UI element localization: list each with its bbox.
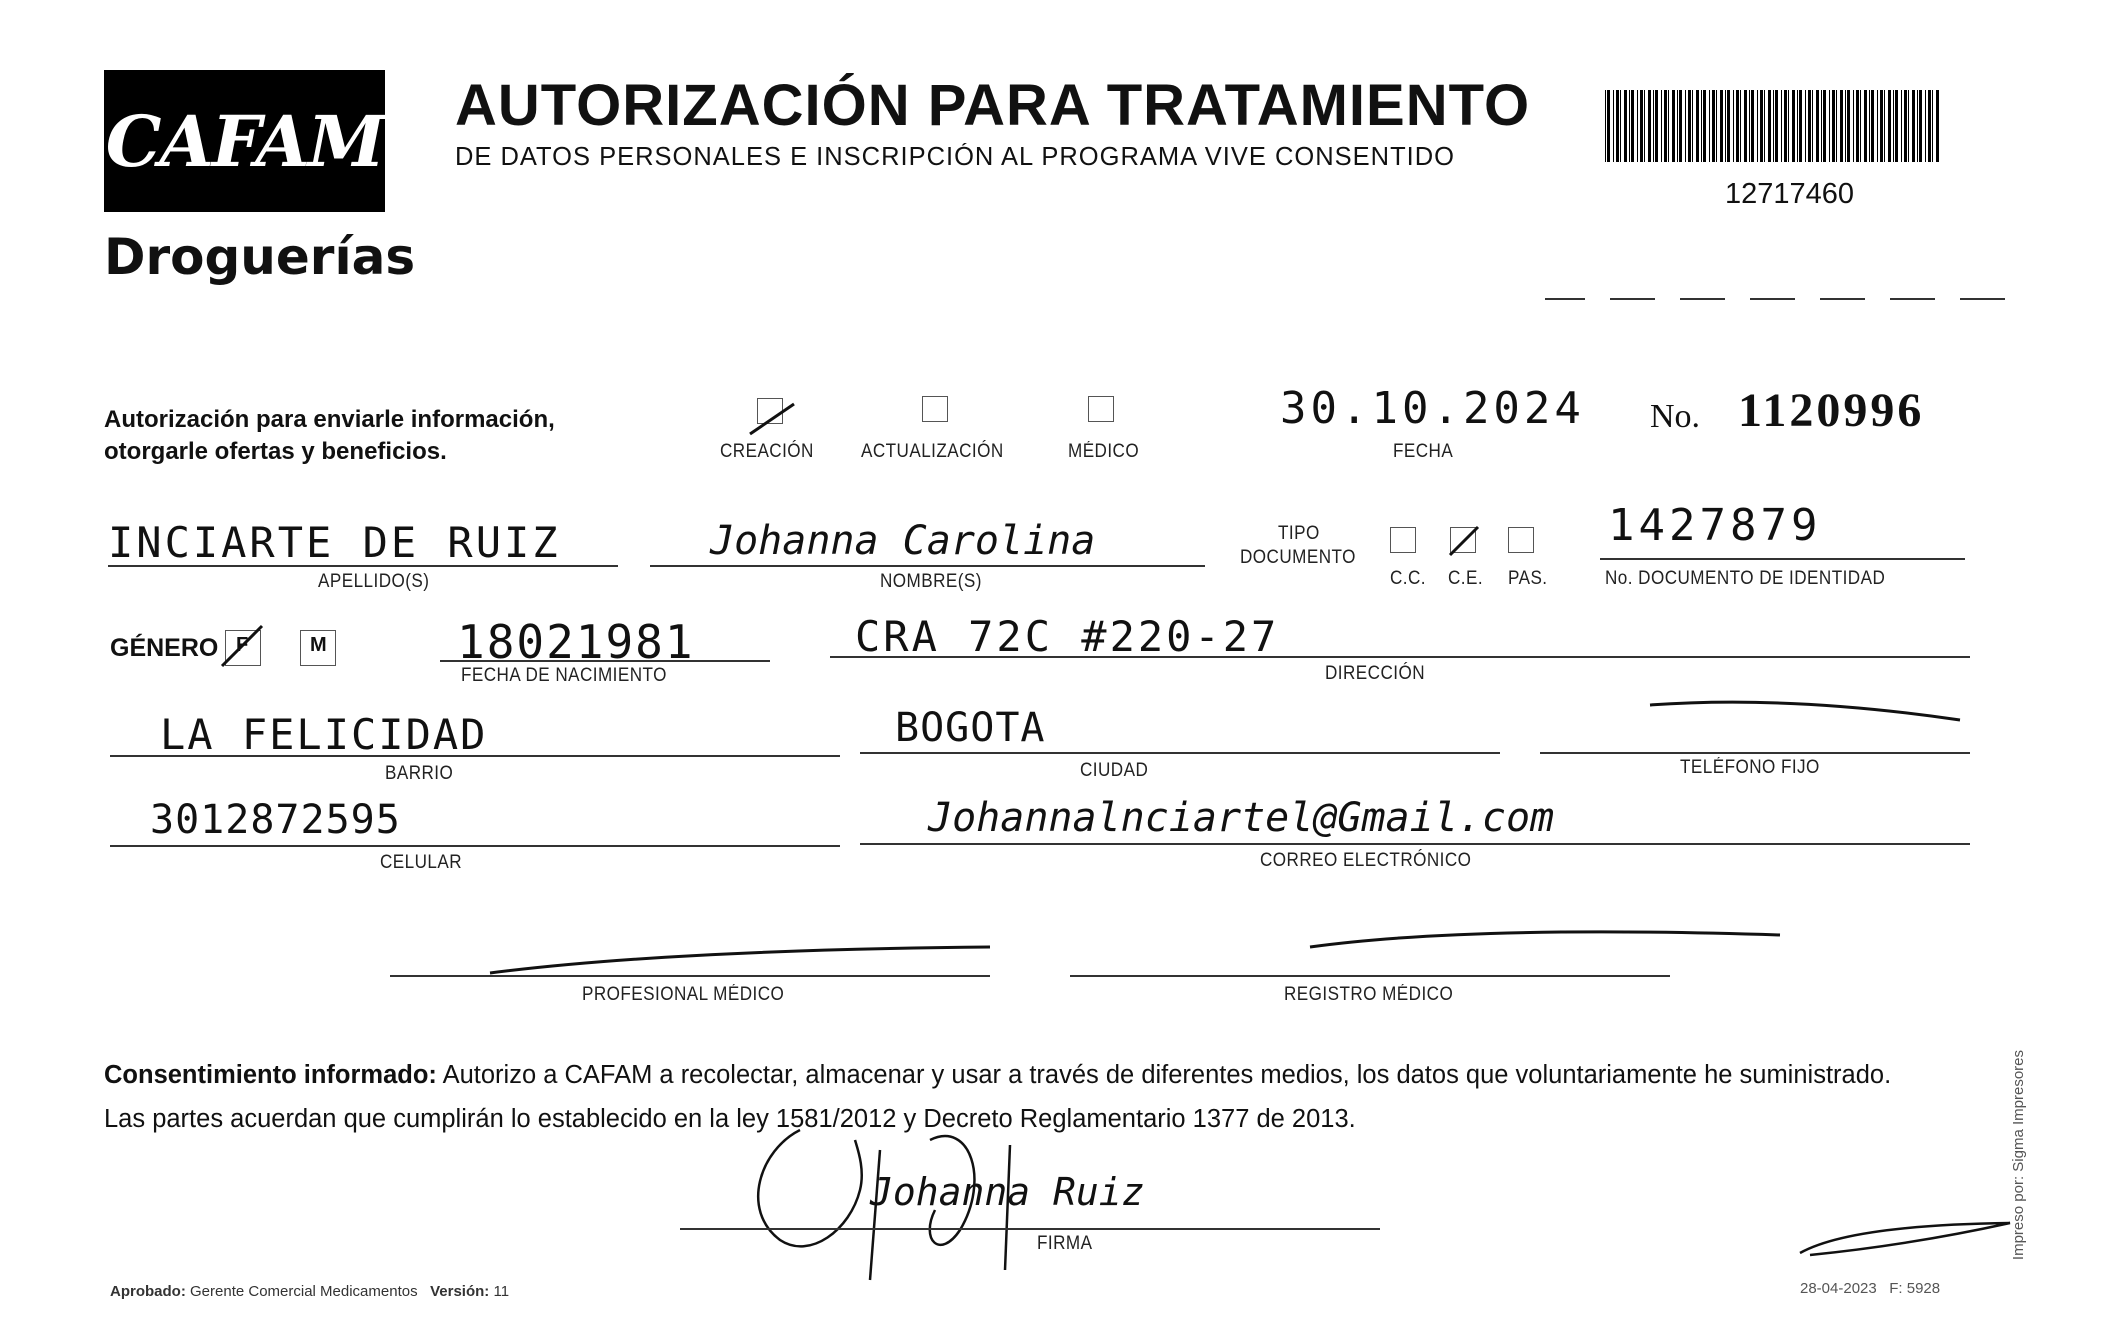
- names-label: NOMBRE(S): [880, 571, 982, 592]
- address-field[interactable]: CRA 72C #220-27: [855, 612, 1280, 661]
- field-line: [108, 565, 618, 567]
- field-line: [860, 752, 1500, 754]
- consent-text-1: Autorizo a CAFAM a recolectar, almacenar y usar a través de diferentes medios, los datos que voluntariamente he suministrado.: [436, 1061, 1892, 1089]
- checkbox-label-medico: MÉDICO: [1068, 441, 1140, 462]
- divider: [1750, 298, 1795, 300]
- printer-credit: Impreso por: Sigma Impresores: [2010, 1050, 2027, 1261]
- doc-type-option-label: C.E.: [1448, 568, 1484, 589]
- approved-value: Gerente Comercial Medicamentos: [190, 1283, 418, 1300]
- checkbox-medico[interactable]: [1088, 396, 1114, 422]
- surnames-field[interactable]: INCIARTE DE RUIZ: [108, 518, 561, 567]
- phone-label: TELÉFONO FIJO: [1680, 757, 1820, 778]
- version-label: Versión:: [430, 1283, 490, 1300]
- signature-label: FIRMA: [1037, 1233, 1093, 1254]
- registry-label: REGISTRO MÉDICO: [1284, 984, 1454, 1005]
- form-number: 1120996: [1738, 384, 1925, 437]
- doc-number-label: No. DOCUMENTO DE IDENTIDAD: [1605, 568, 1886, 589]
- city-label: CIUDAD: [1080, 760, 1149, 781]
- field-line: [1540, 752, 1970, 754]
- checkbox-label-creacion: CREACIÓN: [720, 441, 814, 462]
- check-mark-icon: [748, 398, 798, 438]
- divider: [1890, 298, 1935, 300]
- initials-mark: [1790, 1215, 2020, 1260]
- barcode: [1605, 90, 1940, 162]
- approved-label: Aprobado:: [110, 1283, 186, 1300]
- field-line: [1070, 975, 1670, 977]
- birth-date-label: FECHA DE NACIMIENTO: [461, 665, 667, 686]
- form-subtitle: DE DATOS PERSONALES E INSCRIPCIÓN AL PROGRAMA VIVE CONSENTIDO: [455, 143, 1455, 171]
- footer-approval: [110, 1283, 509, 1300]
- field-line: [650, 565, 1205, 567]
- number-label: No.: [1650, 398, 1701, 435]
- neighborhood-label: BARRIO: [385, 763, 454, 784]
- divider: [1610, 298, 1655, 300]
- strikethrough-mark: [470, 925, 1790, 980]
- strikethrough-mark: [1640, 695, 1970, 735]
- footer-codes: [1800, 1280, 1940, 1297]
- logo-text: CAFAM: [105, 99, 384, 183]
- doc-number-field[interactable]: 1427879: [1608, 500, 1822, 551]
- surnames-label: APELLIDO(S): [318, 571, 430, 592]
- form-title: AUTORIZACIÓN PARA TRATAMIENTO: [455, 73, 1531, 138]
- email-field[interactable]: Johannalnciartel@Gmail.com: [928, 795, 1555, 841]
- doctor-label: PROFESIONAL MÉDICO: [582, 984, 785, 1005]
- mobile-field[interactable]: 3012872595: [150, 797, 401, 843]
- subbrand: Droguerías: [104, 228, 416, 286]
- gender-option-label: M: [310, 634, 327, 656]
- divider: [1680, 298, 1725, 300]
- date-code: 28-04-2023: [1800, 1280, 1877, 1297]
- signature-field[interactable]: Johanna Ruiz: [870, 1170, 1145, 1214]
- city-field[interactable]: BOGOTA: [895, 705, 1046, 751]
- divider: [1820, 298, 1865, 300]
- date-field[interactable]: 30.10.2024: [1280, 383, 1585, 434]
- barcode-number: 12717460: [1725, 178, 1855, 210]
- divider: [1960, 298, 2005, 300]
- field-line: [1600, 558, 1965, 560]
- consent-line: [104, 1053, 2004, 1097]
- version-value: 11: [493, 1283, 510, 1300]
- intro-text: [104, 404, 555, 468]
- field-line: [390, 975, 990, 977]
- field-line: [110, 845, 840, 847]
- intro-line: Autorización para enviarle información,: [104, 406, 555, 433]
- email-label: CORREO ELECTRÓNICO: [1260, 850, 1472, 871]
- divider: [1545, 298, 1585, 300]
- cafam-logo: [104, 70, 385, 212]
- intro-line: otorgarle ofertas y beneficios.: [104, 438, 447, 465]
- field-line: [680, 1228, 1380, 1230]
- consent-heading: Consentimiento informado:: [104, 1061, 437, 1089]
- field-line: [860, 843, 1970, 845]
- consent-line: Las partes acuerdan que cumplirán lo establecido en la ley 1581/2012 y Decreto Reglamentario 1377 de 2013.: [104, 1105, 1356, 1133]
- birth-date-field[interactable]: 18021981: [457, 615, 695, 669]
- doc-type-option-label: PAS.: [1508, 568, 1548, 589]
- neighborhood-field[interactable]: LA FELICIDAD: [160, 710, 488, 759]
- field-line: [110, 755, 840, 757]
- mobile-label: CELULAR: [380, 852, 463, 873]
- names-field[interactable]: Johanna Carolina: [710, 518, 1096, 564]
- doc-type-label: DOCUMENTO: [1240, 547, 1356, 568]
- checkbox-label-actualizacion: ACTUALIZACIÓN: [861, 441, 1004, 462]
- gender-option-label: F: [236, 634, 249, 656]
- check-mark-icon: [1448, 525, 1480, 557]
- checkbox-pas[interactable]: [1508, 527, 1534, 553]
- field-line: [440, 660, 770, 662]
- address-label: DIRECCIÓN: [1325, 663, 1426, 684]
- doc-type-label: TIPO: [1278, 523, 1320, 544]
- field-line: [830, 656, 1970, 658]
- date-label: FECHA: [1393, 441, 1454, 462]
- gender-label: GÉNERO: [110, 634, 219, 662]
- form-code: F: 5928: [1889, 1280, 1941, 1297]
- checkbox-actualizacion[interactable]: [922, 396, 948, 422]
- doc-type-option-label: C.C.: [1390, 568, 1426, 589]
- checkbox-cc[interactable]: [1390, 527, 1416, 553]
